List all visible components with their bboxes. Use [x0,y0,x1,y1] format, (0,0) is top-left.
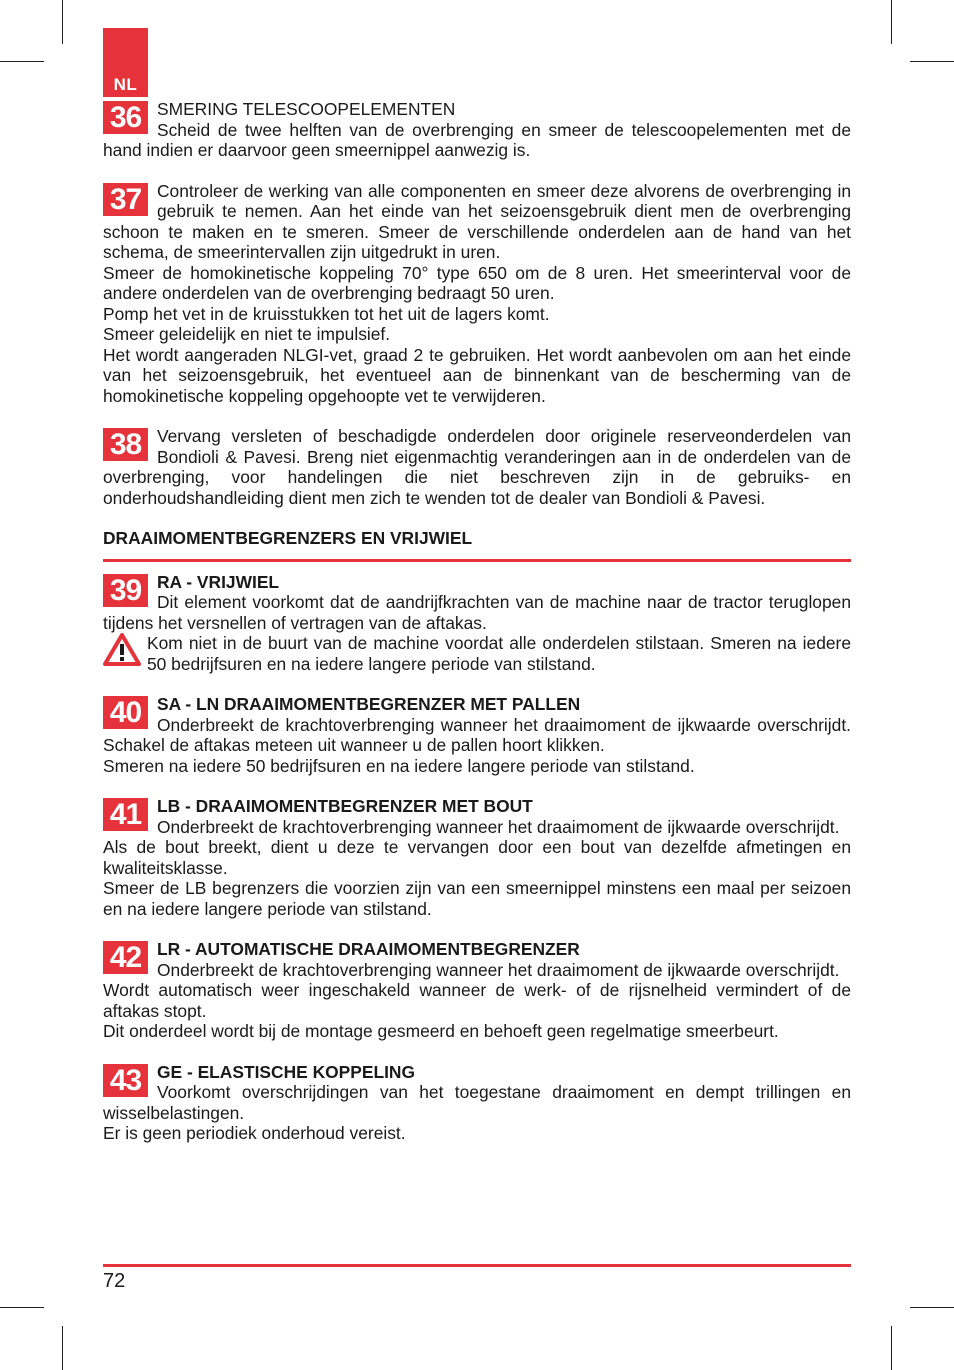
section-number: 36 [103,101,148,134]
paragraph: Onderbreekt de krachtoverbrenging wanneer het draaimoment de ijkwaarde overschrijdt. [157,816,840,837]
paragraph: Scheid de twee helften van de overbrenging en smeer de telescoopelementen met de hand indien er daarvoor geen smeernippel aanwezig is. [103,119,851,160]
paragraph: Controleer de werking van alle componenten en smeer deze alvorens de overbrenging in gebruik te nemen. Aan het einde van het seizoensgebruik dient men de overbrenging schoon te maken en te smeren. Smeer de verschillende onderdelen aan de hand van het schema, de smeerintervallen zijn uitgedrukt in uren. [103,180,851,262]
paragraph: Vervang versleten of beschadigde onderdelen door originele reserveonderdelen van Bondioli & Pavesi. Breng niet eigenmachtig veranderingen aan in de onderdelen van de overbrenging, voor handelingen die niet beschreven zijn in de gebruiks- en onderhoudshandleiding dient men zich te wenden tot de dealer van Bondioli & Pavesi. [103,426,851,508]
section-37 [103,181,851,407]
language-tab: NL [103,28,148,97]
section-42 [103,939,851,1042]
section-title: LB - DRAAIMOMENTBEGRENZER MET BOUT [157,796,533,816]
footer-rule [103,1264,851,1267]
crop-mark [891,0,892,44]
paragraph: Smeer de LB begrenzers die voorzien zijn van een smeernippel minstens een maal per seizoen en na iedere langere periode van stilstand. [103,878,851,919]
section-41 [103,796,851,919]
section-title: SA - LN DRAAIMOMENTBEGRENZER MET PALLEN [157,694,581,714]
section-title: LR - AUTOMATISCHE DRAAIMOMENTBEGRENZER [157,939,580,959]
paragraph: Dit onderdeel wordt bij de montage gesmeerd en behoeft geen regelmatige smeerbeurt. [103,1021,779,1041]
paragraph: Onderbreekt de krachtoverbrenging wanneer het draaimoment de ijkwaarde overschrijdt. Schakel de aftakas meteen uit wanneer u de pallen hoort klikken. [103,714,851,755]
page-content [103,99,851,1144]
section-number: 41 [103,798,148,831]
crop-mark [910,1307,954,1308]
section-number: 39 [103,574,148,607]
crop-mark [0,61,44,62]
section-number: 37 [103,183,148,216]
paragraph: Smeer de homokinetische koppeling 70° type 650 om de 8 uren. Het smeerinterval voor de andere onderdelen van de overbrenging bedraagt 50 uren. [103,262,851,303]
section-38 [103,426,851,508]
paragraph: Dit element voorkomt dat de aandrijfkrachten van de machine naar de tractor teruglopen tijdens het versnellen of vertragen van de aftakas. [103,592,851,633]
section-40 [103,694,851,776]
page-number: 72 [103,1270,126,1292]
paragraph: Voorkomt overschrijdingen van het toegestane draaimoment en dempt trillingen en wisselbelastingen. [103,1082,851,1123]
paragraph: Pomp het vet in de kruisstukken tot het uit de lagers komt. [103,303,550,324]
section-title: RA - VRIJWIEL [157,571,280,592]
section-39 [103,572,851,675]
crop-mark [0,1307,44,1308]
warning-note [103,633,851,674]
section-number: 38 [103,428,148,461]
crop-mark [62,1326,63,1370]
crop-mark [62,0,63,44]
section-number: 40 [103,696,148,729]
paragraph: Smeer geleidelijk en niet te impulsief. [103,324,391,344]
paragraph: Smeren na iedere 50 bedrijfsuren en na iedere langere periode van stilstand. [103,755,695,776]
section-43 [103,1062,851,1144]
section-number: 43 [103,1064,148,1097]
warning-text: Kom niet in de buurt van de machine voordat alle onderdelen stilstaan. Smeren na iedere 50 bedrijfsuren en na iedere langere periode van stilstand. [147,633,851,674]
section-heading: DRAAIMOMENTBEGRENZERS EN VRIJWIEL [103,528,473,548]
paragraph: Onderbreekt de krachtoverbrenging wanneer het draaimoment de ijkwaarde overschrijdt. [157,959,840,980]
crop-mark [891,1326,892,1370]
section-36 [103,99,851,161]
paragraph: Het wordt aangeraden NLGI-vet, graad 2 te gebruiken. Het wordt aanbevolen om aan het einde van het seizoensgebruik, het eventueel aan de binnenkant van de bescherming van de homokinetische koppeling opgehoopte vet te verwijderen. [103,344,851,406]
section-title: GE - ELASTISCHE KOPPELING [157,1061,415,1082]
paragraph: Wordt automatisch weer ingeschakeld wanneer de werk- of de rijsnelheid vermindert of de aftakas stopt. [103,980,851,1021]
paragraph: Er is geen periodiek onderhoud vereist. [103,1123,406,1143]
section-title: SMERING TELESCOOPELEMENTEN [157,99,456,119]
crop-mark [910,61,954,62]
paragraph: Als de bout breekt, dient u deze te vervangen door een bout van dezelfde afmetingen en kwaliteitsklasse. [103,837,851,878]
section-number: 42 [103,941,148,974]
warning-icon [103,633,141,667]
